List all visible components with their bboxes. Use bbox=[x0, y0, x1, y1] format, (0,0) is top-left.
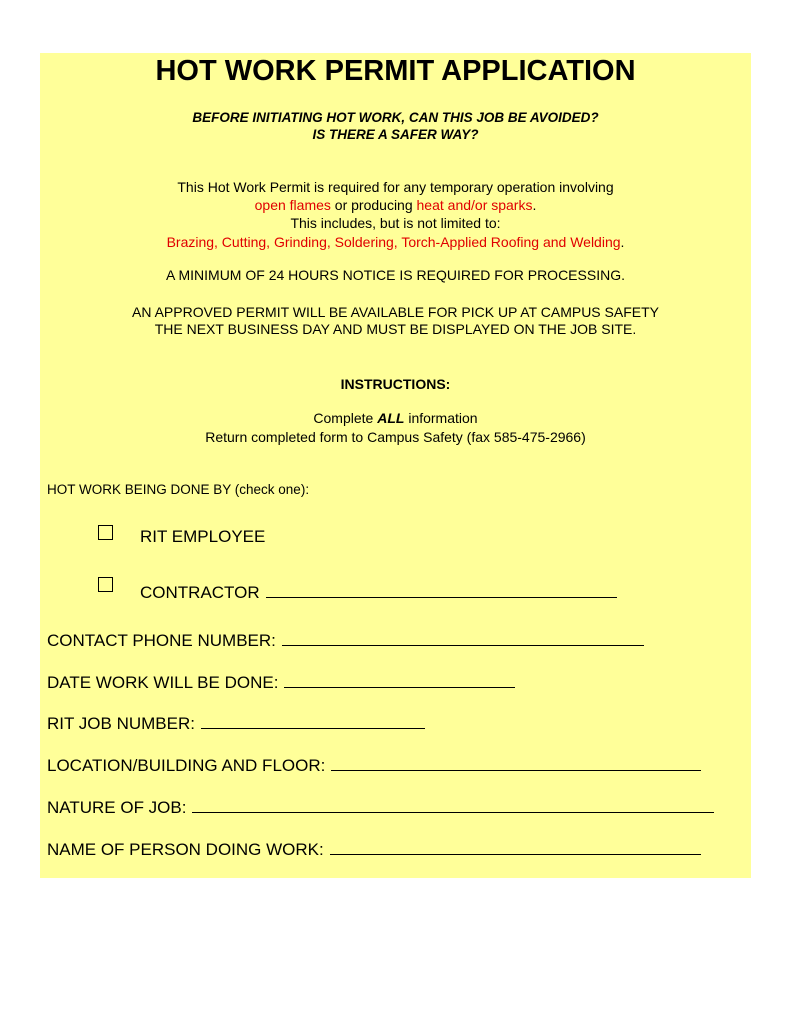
location-label: LOCATION/BUILDING AND FLOOR: bbox=[47, 756, 326, 775]
pickup-line-1: AN APPROVED PERMIT WILL BE AVAILABLE FOR PICK UP AT CAMPUS SAFETY bbox=[132, 304, 659, 320]
heat-sparks-text: heat and/or sparks bbox=[416, 197, 533, 213]
instructions-line-1 bbox=[40, 410, 751, 426]
nature-field[interactable] bbox=[192, 795, 714, 813]
contractor-checkbox[interactable] bbox=[98, 577, 113, 592]
intro-line-3: This includes, but is not limited to: bbox=[290, 215, 501, 231]
form-title: HOT WORK PERMIT APPLICATION bbox=[155, 55, 636, 87]
contact-phone-row bbox=[47, 628, 644, 651]
intro-line-2 bbox=[40, 197, 751, 213]
permit-form bbox=[40, 53, 751, 878]
period-text: . bbox=[532, 197, 537, 213]
contact-phone-field[interactable] bbox=[282, 628, 644, 646]
job-number-field[interactable] bbox=[201, 711, 425, 729]
person-field[interactable] bbox=[330, 837, 701, 855]
all-text: ALL bbox=[377, 410, 405, 426]
rit-employee-label: RIT EMPLOYEE bbox=[140, 527, 266, 546]
contractor-label: CONTRACTOR bbox=[140, 583, 260, 602]
nature-row bbox=[47, 795, 714, 818]
contractor-row bbox=[140, 580, 617, 603]
person-row bbox=[47, 837, 701, 860]
nature-label: NATURE OF JOB: bbox=[47, 798, 187, 817]
safety-question-2: IS THERE A SAFER WAY? bbox=[312, 127, 479, 142]
location-field[interactable] bbox=[331, 753, 701, 771]
operations-list-text: Brazing, Cutting, Grinding, Soldering, Torch-Applied Roofing and Welding bbox=[166, 234, 621, 250]
information-text: information bbox=[404, 410, 478, 426]
complete-text: Complete bbox=[313, 410, 378, 426]
location-row bbox=[47, 753, 701, 776]
job-number-row bbox=[47, 711, 425, 734]
date-work-label: DATE WORK WILL BE DONE: bbox=[47, 673, 279, 692]
done-by-label: HOT WORK BEING DONE BY (check one): bbox=[47, 482, 310, 497]
date-work-field[interactable] bbox=[284, 670, 515, 688]
contact-phone-label: CONTACT PHONE NUMBER: bbox=[47, 631, 276, 650]
safety-question-1: BEFORE INITIATING HOT WORK, CAN THIS JOB BE AVOIDED? bbox=[192, 110, 599, 125]
job-number-label: RIT JOB NUMBER: bbox=[47, 714, 195, 733]
date-work-row bbox=[47, 670, 515, 693]
period-text-2: . bbox=[620, 234, 625, 250]
person-label: NAME OF PERSON DOING WORK: bbox=[47, 840, 324, 859]
notice-text: A MINIMUM OF 24 HOURS NOTICE IS REQUIRED FOR PROCESSING. bbox=[166, 267, 625, 283]
intro-line-4 bbox=[40, 234, 751, 250]
instructions-heading: INSTRUCTIONS: bbox=[340, 376, 451, 392]
intro-line-1: This Hot Work Permit is required for any temporary operation involving bbox=[177, 179, 614, 195]
or-producing-text: or producing bbox=[330, 197, 417, 213]
instructions-line-2: Return completed form to Campus Safety (fax 585-475-2966) bbox=[205, 429, 586, 445]
pickup-line-2: THE NEXT BUSINESS DAY AND MUST BE DISPLAYED ON THE JOB SITE. bbox=[154, 321, 637, 337]
rit-employee-checkbox[interactable] bbox=[98, 525, 113, 540]
contractor-name-field[interactable] bbox=[266, 580, 617, 598]
open-flames-text: open flames bbox=[254, 197, 331, 213]
